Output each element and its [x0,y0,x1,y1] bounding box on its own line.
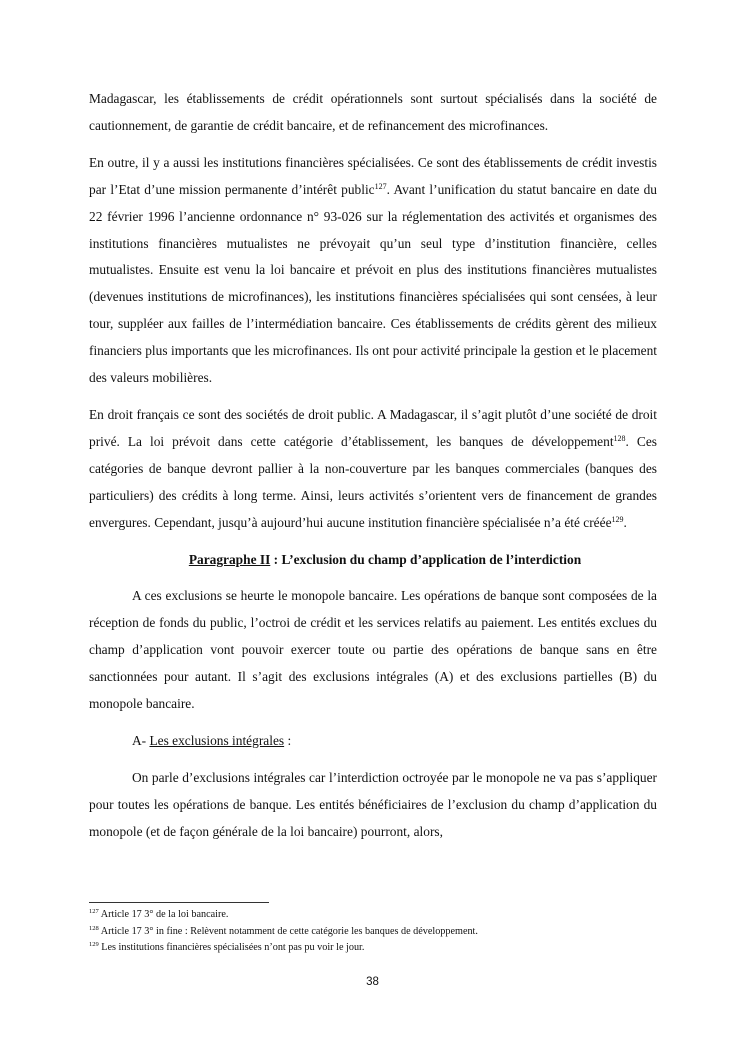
footnote-text: Article 17 3° de la loi bancaire. [98,909,229,920]
footnote-number: 129 [89,941,99,948]
paragraph-4 [89,583,657,718]
footnote-ref-128[interactable]: 128 [613,433,626,443]
section-heading-label: Paragraphe II [188,551,271,567]
footnote-ref-129[interactable]: 129 [611,514,624,524]
paragraph-2-text-a: En outre, il y a aussi les institutions financières spécialisées. Ce sont des établissements de crédit investis par l’Etat d’une mission permanente d’intérêt public [89,154,657,197]
footnote-separator [89,902,269,903]
footnote-number: 128 [89,924,99,932]
subsection-heading-prefix: A- [132,732,150,748]
paragraph-1-text: Madagascar, les établissements de crédit opérationnels sont surtout spécialisés dans la société de cautionnement, de garantie de crédit bancaire, et de refinancement des microfinances. [89,91,657,133]
paragraph-3-text-b: . Ces catégories de banque devront pallier à la non-couverture par les banques commerciales (banques des particuliers) des crédits à long terme. Ainsi, leurs activités s’orientent vers de financement de grandes envergures. Cependant, jusqu’à aujourd’hui aucune institution financière spécialisée n’a été créée [89,433,657,530]
footnote-number: 127 [89,908,99,915]
footnote-127 [89,907,657,924]
body-text [89,86,657,856]
footnote-text: Article 17 3° in fine : Relèvent notamment de cette catégorie les banques de développement. [98,925,478,937]
paragraph-2 [89,150,657,392]
footnotes [89,902,657,957]
paragraph-3-text-a: En droit français ce sont des sociétés de droit public. A Madagascar, il s’agit plutôt d’une société de droit privé. La loi prévoit dans cette catégorie d’établissement, les banques de développement [89,406,657,449]
subsection-heading-suffix: : [284,732,292,748]
section-heading-title: : L’exclusion du champ d’application de l’interdiction [270,551,582,567]
footnote-text: Les institutions financières spécialisées n’ont pas pu voir le jour. [98,942,365,953]
subsection-heading [89,728,657,755]
paragraph-5-text: On parle d’exclusions intégrales car l’interdiction octroyée par le monopole ne va pas s’appliquer pour toutes les opérations de banque. Les entités bénéficiaires de l’exclusion du champ d’application du monopole (et de façon générale de la loi bancaire) pourront, alors, [89,769,657,839]
page-number: 38 [366,976,379,988]
footnote-128 [89,924,657,941]
footnote-129 [89,940,657,957]
paragraph-2-text-b: . Avant l’unification du statut bancaire en date du 22 février 1996 l’ancienne ordonnance n° 93-026 sur la réglementation des activités et organismes des institutions financières mutualistes ne prévoyait qu’un seul type d’institution financière, celles mutualistes. Ensuite est venu la loi bancaire et prévoit en plus des institutions financières mutualistes (devenues institutions de microfinances), les institutions financières spécialisées qui sont censées, à leur tour, suppléer aux failles de l’intermédiation bancaire. Ces établissements de crédits gèrent des milieux financiers plus importants que les microfinances. Ils ont pour activité principale la gestion et le placement des valeurs mobilières. [89,181,658,386]
section-heading [89,547,657,574]
paragraph-5 [89,765,657,846]
footnote-ref-127[interactable]: 127 [374,181,387,191]
paragraph-3-text-c: . [623,514,627,530]
paragraph-4-text: A ces exclusions se heurte le monopole bancaire. Les opérations de banque sont composées de la réception de fonds du public, l’octroi de crédit et les services relatifs au paiement. Les entités exclues du champ d’application vont pouvoir exercer toute ou partie des opérations de banque sans en être sanctionnées pour autant. Il s’agit des exclusions intégrales (A) et des exclusions partielles (B) du monopole bancaire. [89,588,657,712]
paragraph-3 [89,402,657,537]
paragraph-1 [89,86,657,140]
subsection-heading-label: Les exclusions intégrales [149,732,285,748]
